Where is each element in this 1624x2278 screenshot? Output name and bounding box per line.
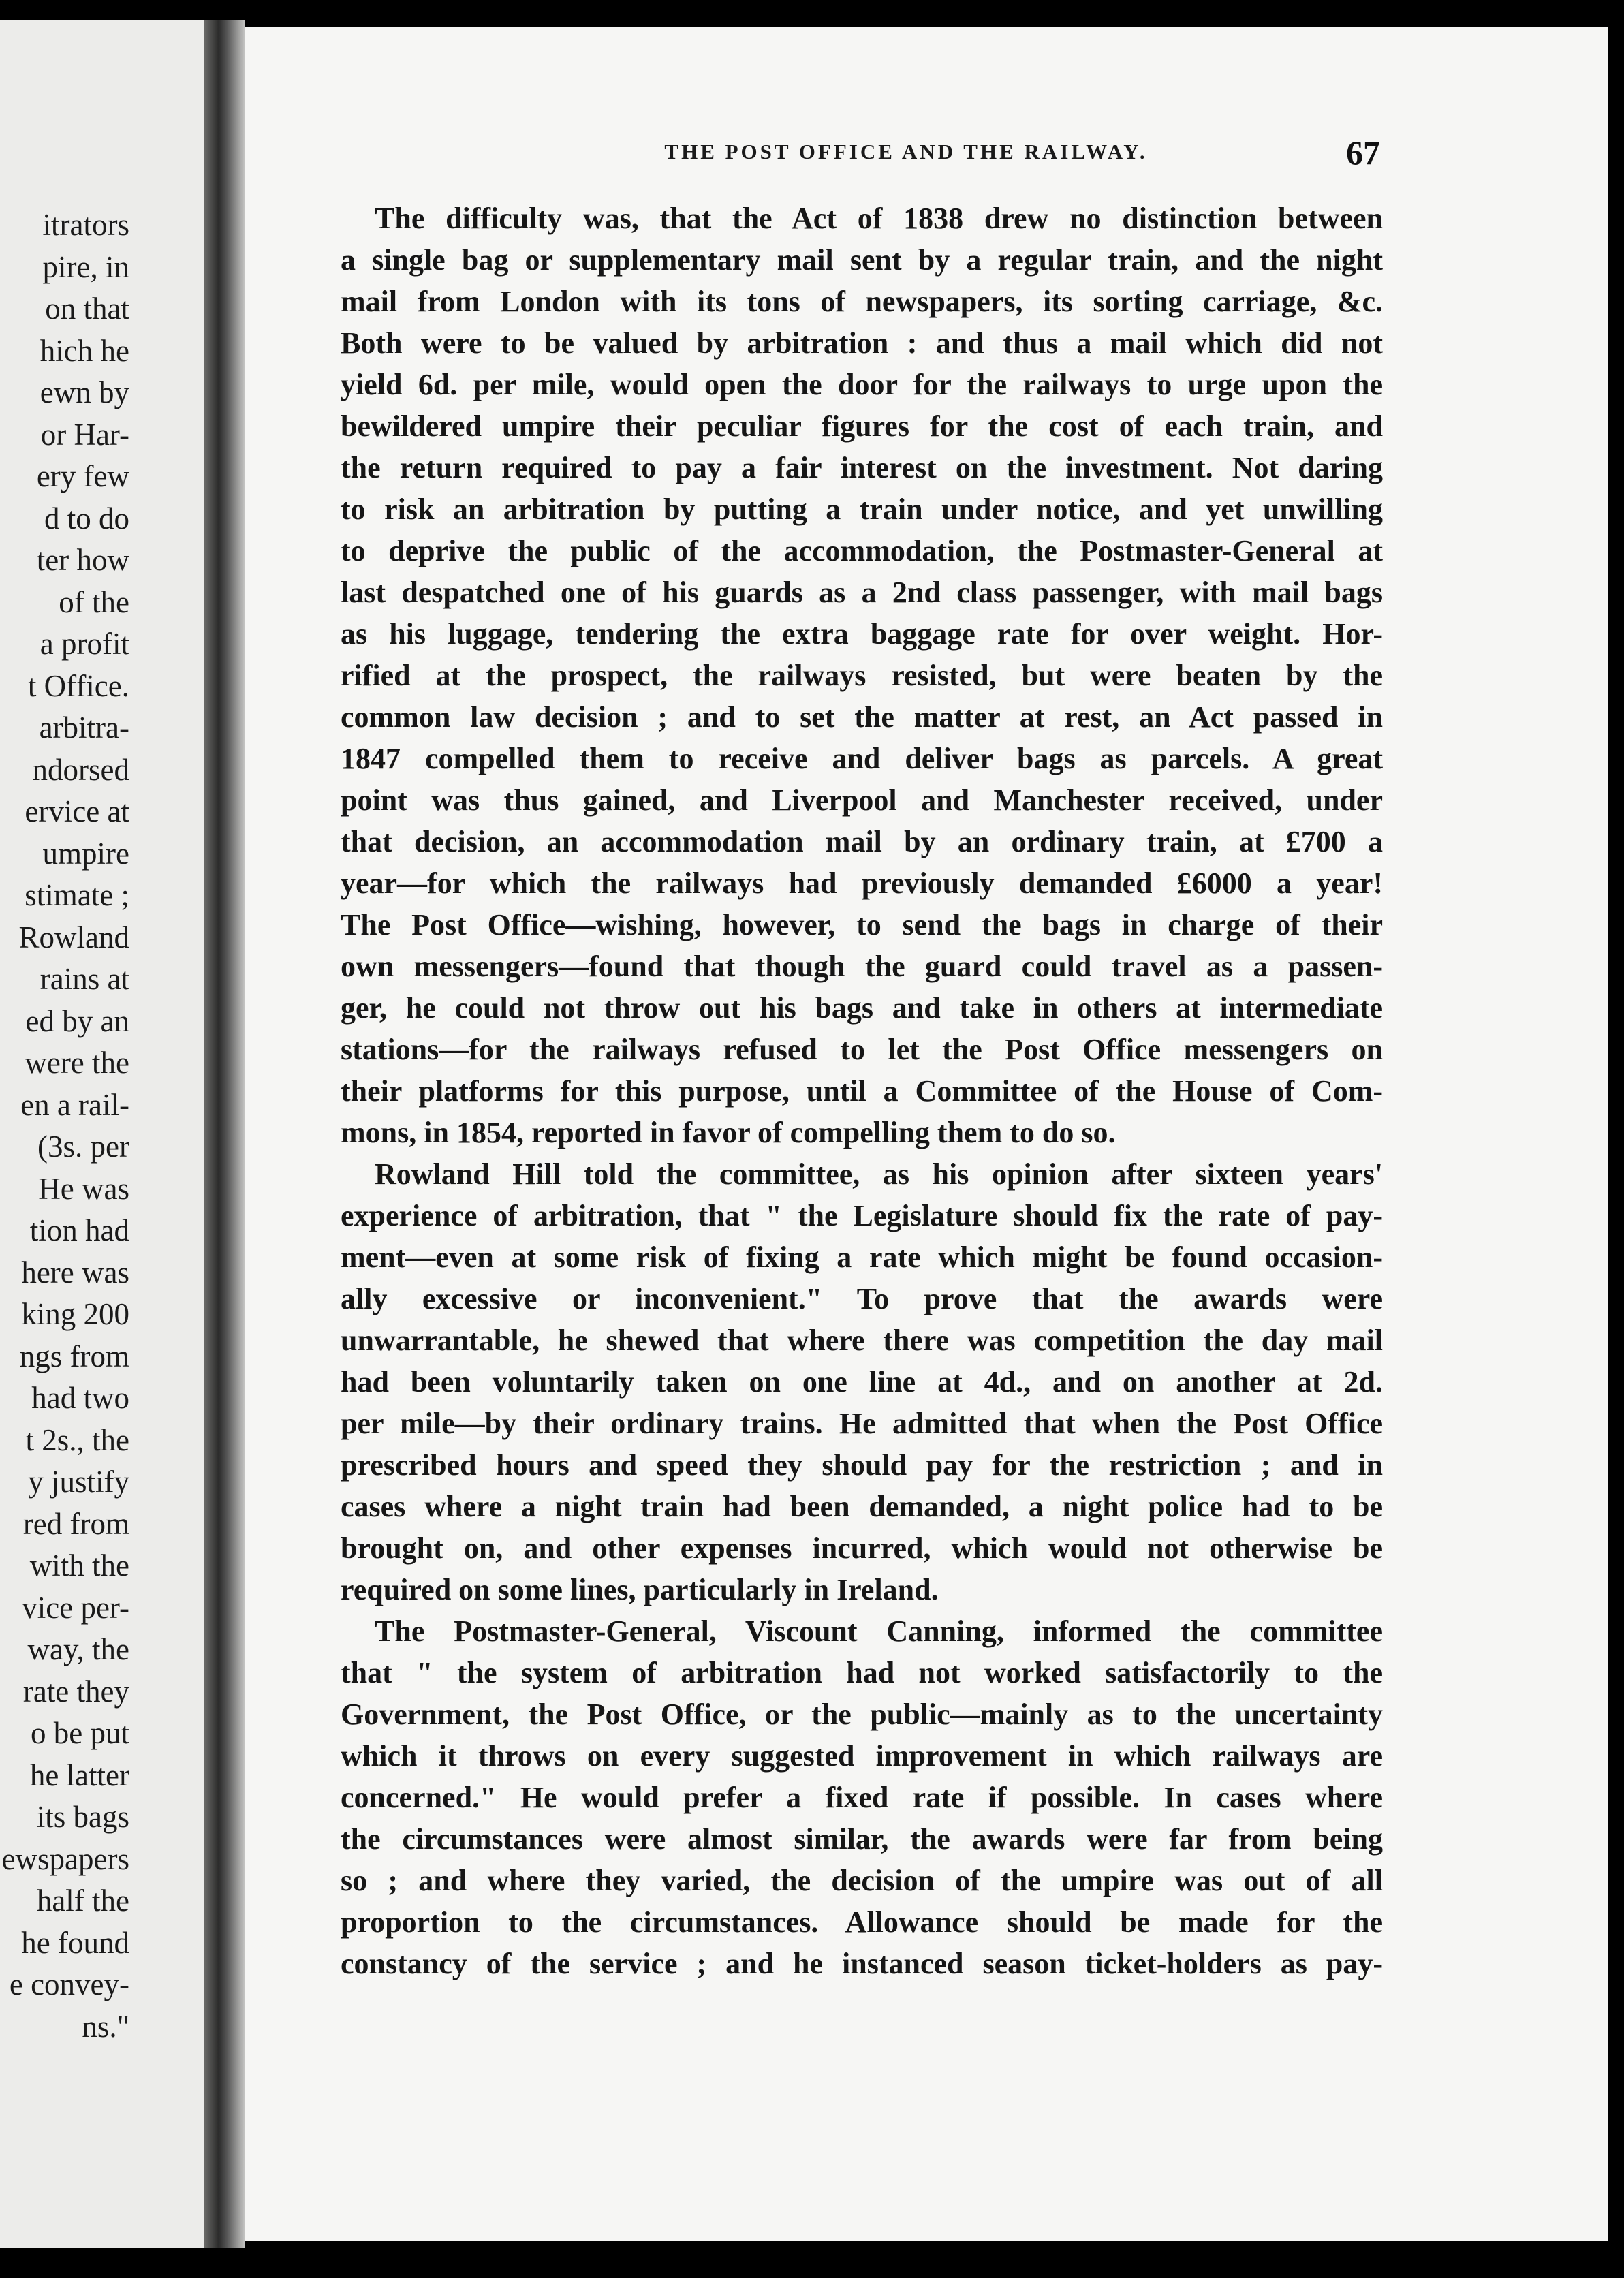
facing-page-line: had two xyxy=(31,1381,129,1415)
text-line: which it throws on every suggested improvement in which railways are xyxy=(341,1739,1383,1773)
facing-page-line: its bags xyxy=(36,1800,129,1834)
facing-page-line: ed by an xyxy=(25,1003,129,1038)
text-line: cases where a night train had been demanded, a night police had to be xyxy=(341,1490,1383,1523)
text-line: yield 6d. per mile, would open the door for the railways to urge upon the xyxy=(341,368,1383,401)
facing-page-line: rate they xyxy=(22,1674,129,1708)
text-line: mons, in 1854, reported in favor of compelling them to do so. xyxy=(341,1116,1116,1149)
text-line: point was thus gained, and Liverpool and Manchester received, under xyxy=(341,783,1383,817)
text-line: brought on, and other expenses incurred, which would not otherwise be xyxy=(341,1531,1383,1565)
facing-page-line: ndorsed xyxy=(32,752,129,787)
text-line: The difficulty was, that the Act of 1838 drew no distinction between xyxy=(375,202,1383,235)
text-line: as his luggage, tendering the extra baggage rate for over weight. Hor- xyxy=(341,617,1383,651)
facing-page-line: stimate ; xyxy=(25,878,129,912)
text-line: proportion to the circumstances. Allowance should be made for the xyxy=(341,1905,1383,1939)
facing-page-line: ervice at xyxy=(25,794,129,828)
facing-page-line: t 2s., the xyxy=(25,1422,129,1457)
text-line: Government, the Post Office, or the public—mainly as to the uncertainty xyxy=(341,1698,1383,1731)
text-line: their platforms for this purpose, until a Committee of the House of Com- xyxy=(341,1074,1383,1108)
facing-page-line: en a rail- xyxy=(20,1087,129,1122)
facing-page-line: ewspapers xyxy=(1,1841,129,1876)
text-line: constancy of the service ; and he instanced season ticket-holders as pay- xyxy=(341,1947,1383,1980)
text-line: a single bag or supplementary mail sent by a regular train, and the night xyxy=(341,243,1383,277)
text-line: the circumstances were almost similar, the awards were far from being xyxy=(341,1822,1383,1856)
text-line: common law decision ; and to set the matter at rest, an Act passed in xyxy=(341,700,1383,734)
facing-page-line: vice per- xyxy=(22,1590,129,1625)
facing-page-line: He was xyxy=(38,1171,129,1206)
facing-page-line: y justify xyxy=(28,1465,129,1499)
facing-page-line: o be put xyxy=(31,1716,129,1750)
text-line: rified at the prospect, the railways resisted, but were beaten by the xyxy=(341,659,1383,692)
facing-page-line: he found xyxy=(21,1925,129,1960)
text-line: ger, he could not throw out his bags and take in others at intermediate xyxy=(341,991,1383,1025)
facing-page-line: t Office. xyxy=(27,668,129,703)
text-line: experience of arbitration, that " the Legislature should fix the rate of pay- xyxy=(341,1199,1383,1232)
facing-page-line: or Har- xyxy=(40,417,129,452)
text-line: Both were to be valued by arbitration : and thus a mail which did not xyxy=(341,326,1383,360)
facing-page-line: were the xyxy=(25,1046,129,1080)
facing-page-line: with the xyxy=(29,1548,129,1582)
text-line: own messengers—found that though the guard could travel as a passen- xyxy=(341,950,1383,983)
facing-page-line: half the xyxy=(36,1884,129,1918)
text-line: unwarrantable, he shewed that where there was competition the day mail xyxy=(341,1324,1383,1357)
text-line: the return required to pay a fair interest on the investment. Not daring xyxy=(341,451,1383,484)
text-line: had been voluntarily taken on one line at 4d., and on another at 2d. xyxy=(341,1365,1383,1399)
facing-page-line: tion had xyxy=(29,1213,129,1247)
text-line: ment—even at some risk of fixing a rate which might be found occasion- xyxy=(341,1241,1383,1274)
facing-page-line: e convey- xyxy=(9,1967,129,2001)
text-line: last despatched one of his guards as a 2nd class passenger, with mail bags xyxy=(341,576,1383,609)
text-line: that decision, an accommodation mail by an ordinary train, at £700 a xyxy=(341,825,1383,858)
facing-page-line: red from xyxy=(22,1506,129,1541)
running-head: THE POST OFFICE AND THE RAILWAY. xyxy=(664,140,1148,163)
facing-page-line: here was xyxy=(21,1255,129,1290)
body-text xyxy=(341,198,1383,1984)
facing-page-line: he latter xyxy=(29,1758,129,1792)
text-line: concerned." He would prefer a fixed rate if possible. In cases where xyxy=(341,1781,1383,1814)
text-line: that " the system of arbitration had not worked satisfactorily to the xyxy=(341,1656,1383,1689)
facing-page-line: way, the xyxy=(27,1632,129,1666)
text-line: prescribed hours and speed they should pay for the restriction ; and in xyxy=(341,1448,1383,1482)
facing-page-line: rains at xyxy=(40,962,129,996)
text-line: stations—for the railways refused to let the Post Office messengers on xyxy=(341,1033,1383,1066)
text-line: The Post Office—wishing, however, to send the bags in charge of their xyxy=(341,908,1383,941)
facing-page-line: ery few xyxy=(36,459,129,493)
facing-page-line: Rowland xyxy=(18,920,129,954)
text-line: 1847 compelled them to receive and deliver bags as parcels. A great xyxy=(341,742,1383,775)
facing-page-line: ngs from xyxy=(19,1339,129,1373)
text-line: to deprive the public of the accommodation, the Postmaster-General at xyxy=(341,534,1383,567)
facing-page-line: of the xyxy=(59,584,129,619)
facing-page-line: a profit xyxy=(40,627,129,661)
text-line: Rowland Hill told the committee, as his opinion after sixteen years' xyxy=(375,1157,1383,1191)
text-line: so ; and where they varied, the decision of the umpire was out of all xyxy=(341,1864,1383,1897)
facing-page-line: arbitra- xyxy=(39,711,129,745)
facing-page-line: on that xyxy=(45,292,129,326)
facing-page-line: pire, in xyxy=(42,249,129,284)
facing-page-line: hich he xyxy=(40,333,129,368)
text-line: mail from London with its tons of newspapers, its sorting carriage, &c. xyxy=(341,285,1383,318)
page-number: 67 xyxy=(1346,134,1380,172)
facing-page-line: itrators xyxy=(42,208,129,242)
facing-page-line: ter how xyxy=(36,543,129,577)
text-line: bewildered umpire their peculiar figures for the cost of each train, and xyxy=(341,409,1383,443)
facing-page-line: king 200 xyxy=(21,1297,129,1331)
facing-page-line: umpire xyxy=(42,836,129,871)
text-line: required on some lines, particularly in Ireland. xyxy=(341,1573,939,1606)
text-line: to risk an arbitration by putting a train under notice, and yet unwilling xyxy=(341,493,1383,526)
text-line: ally excessive or inconvenient." To prove that the awards were xyxy=(341,1282,1383,1315)
text-line: year—for which the railways had previously demanded £6000 a year! xyxy=(341,867,1383,900)
facing-page-line: ns." xyxy=(82,2009,129,2044)
text-line: per mile—by their ordinary trains. He admitted that when the Post Office xyxy=(341,1407,1383,1440)
book-gutter xyxy=(204,20,245,2248)
facing-page-line: d to do xyxy=(44,501,129,535)
text-line: The Postmaster-General, Viscount Canning, informed the committee xyxy=(375,1614,1383,1648)
facing-page-line: (3s. per xyxy=(37,1129,129,1164)
facing-page xyxy=(0,20,204,2248)
facing-page-line: ewn by xyxy=(40,375,129,409)
